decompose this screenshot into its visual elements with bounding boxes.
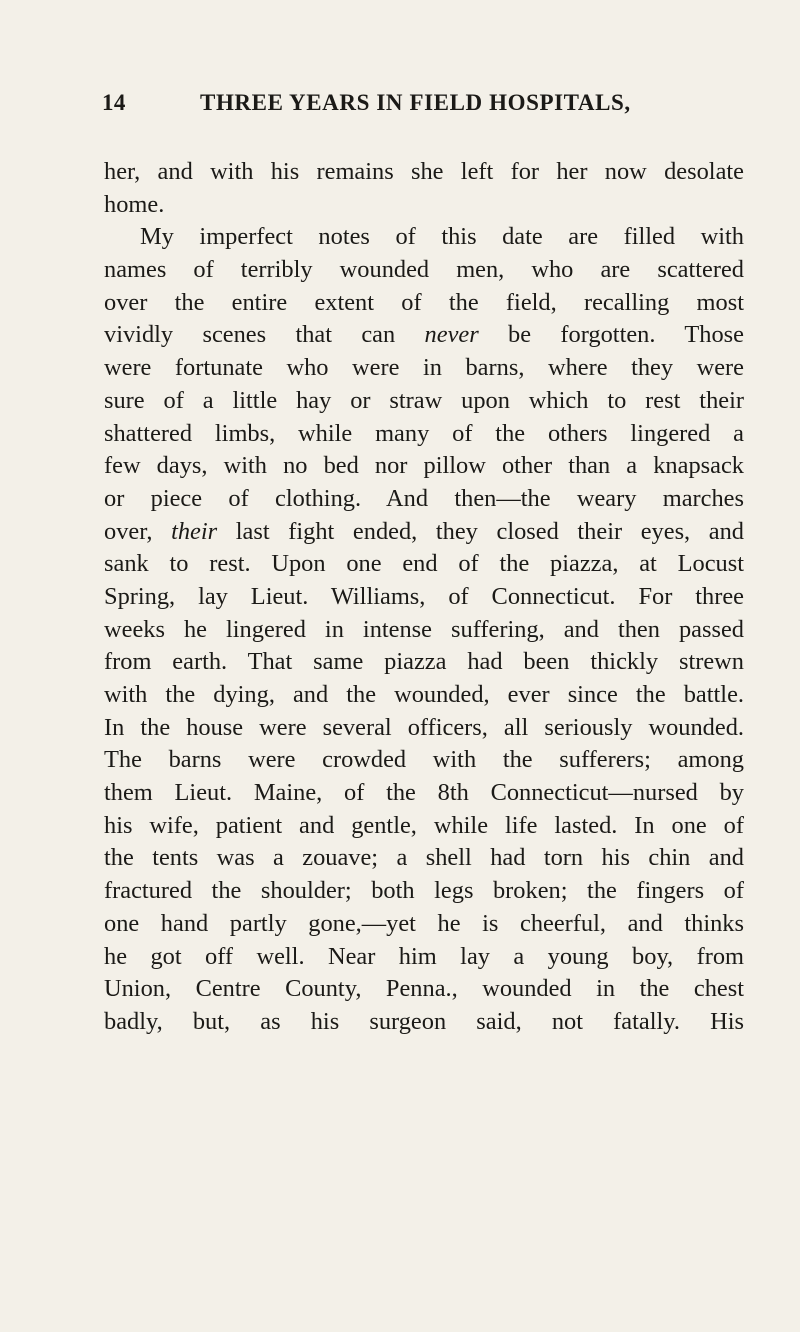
text-segment: badly, but, as his surgeon said, not fatally. His xyxy=(104,1007,744,1035)
text-segment: vividly scenes that can xyxy=(104,321,425,349)
body-text xyxy=(104,156,744,1039)
text-line xyxy=(104,189,744,222)
text-line xyxy=(104,450,744,483)
text-segment: one hand partly gone,—yet he is cheerful, and thinks xyxy=(104,909,744,937)
text-line xyxy=(104,712,744,745)
running-title: THREE YEARS IN FIELD HOSPITALS, xyxy=(200,90,631,115)
text-line xyxy=(104,810,744,843)
text-segment: last fight ended, they closed their eyes, and xyxy=(217,517,744,545)
text-line xyxy=(104,875,744,908)
text-segment: names of terribly wounded men, who are scattered xyxy=(104,256,744,284)
text-line xyxy=(104,156,744,189)
text-line xyxy=(104,319,744,352)
text-segment: or piece of clothing. And then—the weary marches xyxy=(104,484,744,512)
text-line xyxy=(104,516,744,549)
text-line xyxy=(104,581,744,614)
text-segment: few days, with no bed nor pillow other than a knapsack xyxy=(104,452,744,480)
text-line xyxy=(104,646,744,679)
text-line xyxy=(104,908,744,941)
text-segment: over, xyxy=(104,517,172,545)
text-line xyxy=(104,548,744,581)
text-line xyxy=(104,418,744,451)
text-segment: sank to rest. Upon one end of the piazza, at Locust xyxy=(104,550,744,578)
text-line xyxy=(104,352,744,385)
text-segment: be forgotten. Those xyxy=(478,321,744,349)
text-line xyxy=(104,842,744,875)
text-line xyxy=(104,614,744,647)
text-segment: home. xyxy=(104,190,165,218)
text-segment: the tents was a zouave; a shell had torn his chin and xyxy=(104,844,744,872)
page-number: 14 xyxy=(102,90,126,115)
text-segment: Spring, lay Lieut. Williams, of Connecticut. For three xyxy=(104,582,744,610)
text-segment: Union, Centre County, Penna., wounded in the chest xyxy=(104,975,744,1003)
text-segment: fractured the shoulder; both legs broken; the fingers of xyxy=(104,877,744,905)
text-segment: were fortunate who were in barns, where they were xyxy=(104,354,744,382)
text-line xyxy=(104,679,744,712)
text-line xyxy=(104,1006,744,1039)
text-segment: their xyxy=(171,517,218,545)
text-line xyxy=(104,973,744,1006)
text-line xyxy=(104,941,744,974)
text-segment: weeks he lingered in intense suffering, and then passed xyxy=(104,615,744,643)
text-segment: her, and with his remains she left for her now desolate xyxy=(104,158,744,185)
text-line xyxy=(104,777,744,810)
text-segment: My imperfect notes of this date are filled with xyxy=(140,223,744,251)
text-line xyxy=(104,744,744,777)
text-segment: shattered limbs, while many of the others lingered a xyxy=(104,419,744,447)
text-line xyxy=(104,385,744,418)
text-segment: from earth. That same piazza had been thickly strewn xyxy=(104,648,744,676)
text-line xyxy=(104,221,744,254)
running-head xyxy=(102,90,744,124)
text-segment: sure of a little hay or straw upon which to rest their xyxy=(104,386,744,414)
text-segment: with the dying, and the wounded, ever since the battle. xyxy=(104,681,744,708)
text-segment: he got off well. Near him lay a young boy, from xyxy=(104,942,744,970)
text-line xyxy=(104,287,744,320)
text-segment: The barns were crowded with the sufferers; among xyxy=(104,746,744,774)
text-segment: them Lieut. Maine, of the 8th Connecticut—nursed by xyxy=(104,779,744,807)
text-segment: over the entire extent of the field, recalling most xyxy=(104,288,744,316)
text-line xyxy=(104,483,744,516)
text-segment: never xyxy=(424,321,479,349)
text-line xyxy=(104,254,744,287)
text-segment: In the house were several officers, all seriously wounded. xyxy=(104,713,744,741)
text-segment: his wife, patient and gentle, while life lasted. In one of xyxy=(104,811,744,839)
